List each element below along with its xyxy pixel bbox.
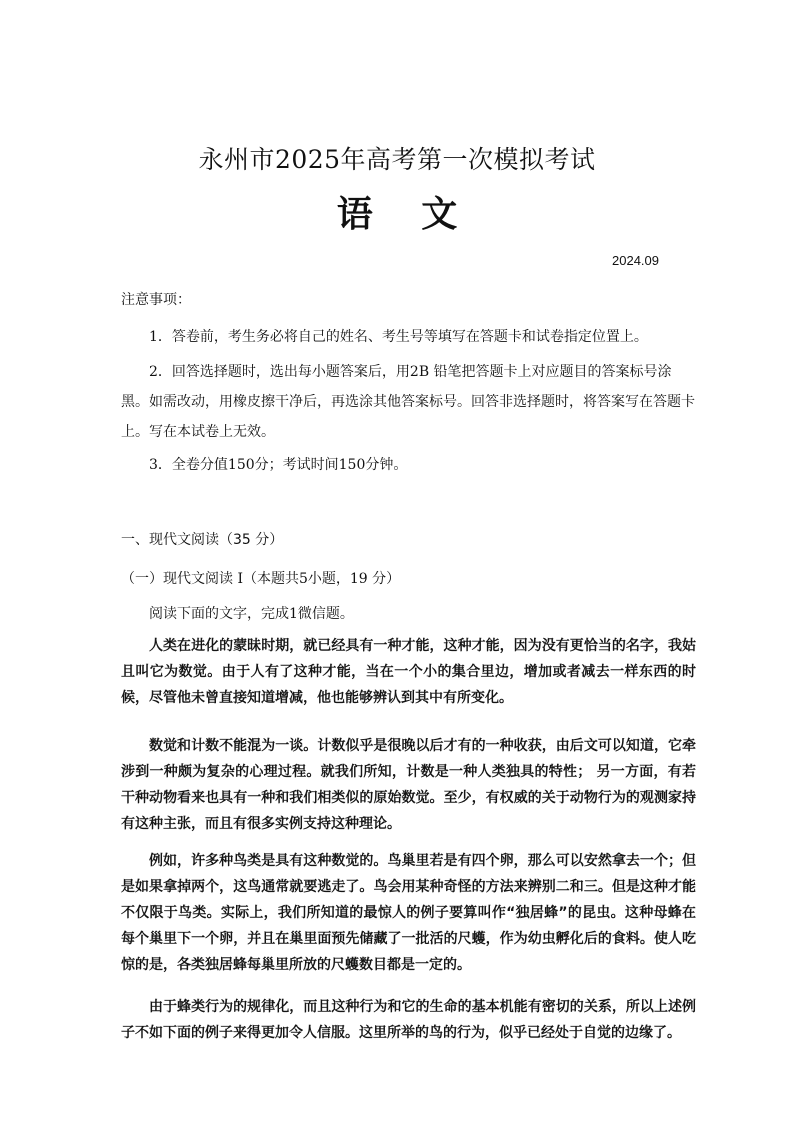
reading-paragraph: 人类在进化的蒙昧时期，就已经具有一种才能，这种才能，因为没有更恰当的名字，我姑且叫它为数觉。由于人有了这种才能，当在一个小的集合里边，增加或者减去一样东西的时候，尽管他未曾直接知道增减，他也能够辨认到其中有所变化。 <box>121 638 696 706</box>
notice-item: 3．全卷分值150分；考试时间150分钟。 <box>149 457 408 473</box>
subsection-heading: （一）现代文阅读 I（本题共5小题，19 分） <box>121 571 401 587</box>
subject-title: 语 文 <box>336 194 476 235</box>
reading-paragraph: 例如，许多种鸟类是具有这种数觉的。鸟巢里若是有四个卵，那么可以安然拿去一个；但是如果拿掉两个，这鸟通常就要逃走了。鸟会用某种奇怪的方法来辨别二和三。但是这种才能不仅限于鸟类。实际上，我们所知道的最惊人的例子要算叫作“独居蜂”的昆虫。这种母蜂在每个巢里下一个卵，并且在巢里面预先储藏了一批活的尺蠖，作为幼虫孵化后的食料。使人吃惊的是，各类独居蜂每巢里所放的尺蠖数目都是一定的。 <box>121 853 696 973</box>
notice-item: 1．答卷前，考生务必将自己的姓名、考生号等填写在答题卡和试卷指定位置上。 <box>149 329 648 345</box>
notice-heading: 注意事项： <box>121 292 191 308</box>
section-heading: 一、现代文阅读（35 分） <box>121 532 284 548</box>
exam-date: 2024.09 <box>612 253 659 268</box>
exam-title: 永州市2025年高考第一次模拟考试 <box>198 145 596 174</box>
reading-paragraph: 由于蜂类行为的规律化，而且这种行为和它的生命的基本机能有密切的关系，所以上述例子不如下面的例子来得更加令人信服。这里所举的鸟的行为，似乎已经处于自觉的边缘了。 <box>121 999 696 1041</box>
notice-item: 2．回答选择题时，选出每小题答案后，用2B 铅笔把答题卡上对应题目的答案标号涂黑。如需改动，用橡皮擦干净后，再选涂其他答案标号。回答非选择题时，将答案写在答题卡上。写在本试卷上无效。 <box>121 364 695 440</box>
reading-paragraph: 数觉和计数不能混为一谈。计数似乎是很晚以后才有的一种收获，由后文可以知道，它牵涉到一种颇为复杂的心理过程。就我们所知，计数是一种人类独具的特性； 另一方面，有若干种动物看来也具有一种和我们相类似的原始数觉。至少，有权威的关于动物行为的观测家持有这种主张，而且有很多实例支持这种理论。 <box>121 738 696 832</box>
reading-instruction: 阅读下面的文字，完成1微信题。 <box>149 606 354 622</box>
